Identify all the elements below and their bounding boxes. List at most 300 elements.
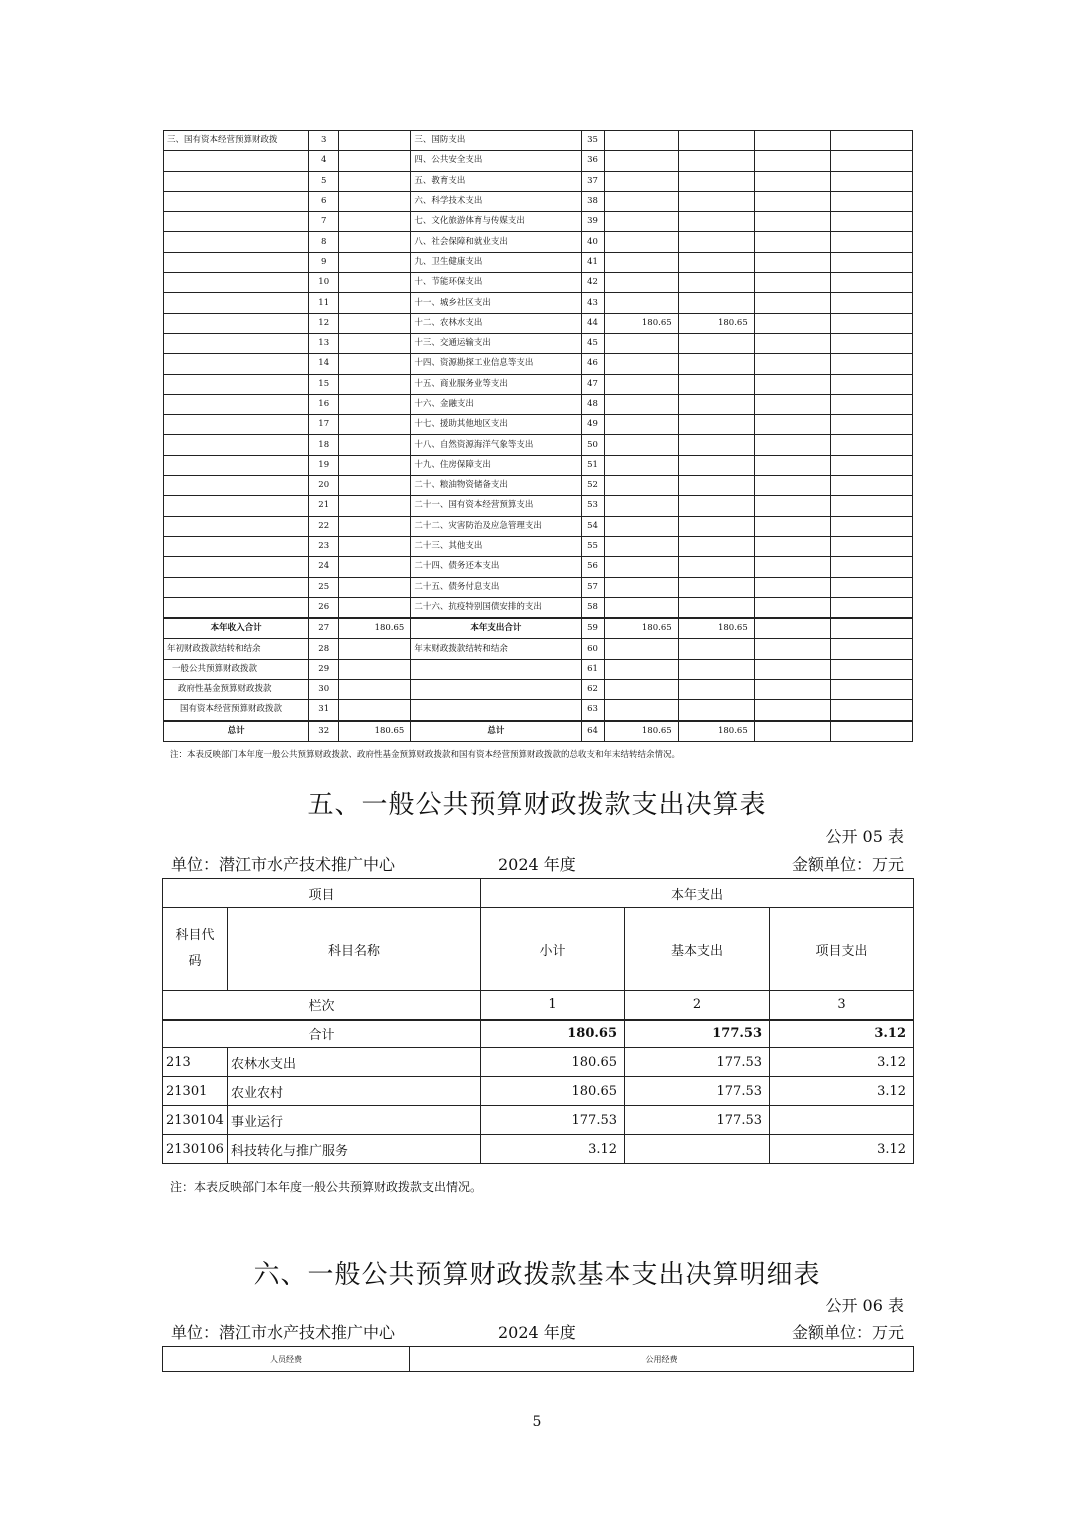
expense-label: 十七、援助其他地区支出 xyxy=(411,415,581,435)
table-row xyxy=(164,171,913,191)
expense-value-total xyxy=(604,639,678,659)
table-row xyxy=(164,577,913,597)
income-value xyxy=(339,557,411,577)
expense-label: 十二、农林水支出 xyxy=(411,313,581,333)
header-subtotal: 小计 xyxy=(481,908,625,991)
expense-line-number: 50 xyxy=(581,435,604,455)
expense-line-number: 52 xyxy=(581,476,604,496)
expense-label: 十三、交通运输支出 xyxy=(411,333,581,353)
expense-value-fund xyxy=(754,496,830,516)
expense-value-total: 180.65 xyxy=(604,313,678,333)
income-value xyxy=(339,597,411,618)
expense-value-fund xyxy=(754,557,830,577)
expense-line-number: 44 xyxy=(581,313,604,333)
expense-line-number: 61 xyxy=(581,659,604,679)
expense-value-total xyxy=(604,252,678,272)
income-label: 年初财政拨款结转和结余 xyxy=(164,639,309,659)
expense-value-state-capital xyxy=(830,273,912,293)
income-line-number: 12 xyxy=(309,313,339,333)
income-line-number: 17 xyxy=(309,415,339,435)
total-row xyxy=(164,618,913,639)
expense-value-fund xyxy=(754,252,830,272)
expense-label: 二十四、债务还本支出 xyxy=(411,557,581,577)
income-label xyxy=(164,212,309,232)
expense-value-general xyxy=(678,455,754,475)
carry-row xyxy=(164,680,913,700)
income-label xyxy=(164,293,309,313)
expense-value-general xyxy=(678,191,754,211)
expense-value-general xyxy=(678,476,754,496)
expense-value-state-capital xyxy=(830,435,912,455)
expense-value-total xyxy=(604,232,678,252)
income-value xyxy=(339,455,411,475)
expense-line-number: 57 xyxy=(581,577,604,597)
income-label xyxy=(164,415,309,435)
expense-value-fund xyxy=(754,374,830,394)
expense-value-total xyxy=(604,476,678,496)
income-label xyxy=(164,597,309,618)
expense-value-state-capital xyxy=(830,597,912,618)
income-label: 国有资本经营预算财政拨款 xyxy=(164,700,309,721)
section5-table-id: 公开 05 表 xyxy=(825,827,904,846)
income-line-number: 23 xyxy=(309,536,339,556)
income-line-number: 14 xyxy=(309,354,339,374)
income-value xyxy=(339,394,411,414)
expense-value-general xyxy=(678,171,754,191)
header-personnel: 人员经费 xyxy=(163,1347,410,1372)
income-value xyxy=(339,577,411,597)
expense-value-fund xyxy=(754,476,830,496)
unit-label: 单位：潜江市水产技术推广中心 xyxy=(171,855,396,874)
expense-value-total xyxy=(604,536,678,556)
expense-value-state-capital xyxy=(830,577,912,597)
income-line-number: 27 xyxy=(309,618,339,639)
table1-note: 注：本表反映部门本年度一般公共预算财政拨款、政府性基金预算财政拨款和国有资本经营预算财政拨款的总收支和年末结转结余情况。 xyxy=(170,750,681,760)
expense-value-general xyxy=(678,700,754,721)
expense-value-fund xyxy=(754,273,830,293)
income-label xyxy=(164,313,309,333)
expense-value-state-capital xyxy=(830,496,912,516)
income-line-number: 3 xyxy=(309,131,339,151)
row-name: 农林水支出 xyxy=(228,1048,481,1077)
expense-value-total xyxy=(604,354,678,374)
expense-label: 年末财政拨款结转和结余 xyxy=(411,639,581,659)
expense-line-number: 53 xyxy=(581,496,604,516)
expense-value-general xyxy=(678,496,754,516)
expense-value-state-capital xyxy=(830,455,912,475)
expense-value-state-capital xyxy=(830,313,912,333)
expense-value-fund xyxy=(754,354,830,374)
total-basic: 177.53 xyxy=(625,1020,770,1048)
expense-value-state-capital xyxy=(830,536,912,556)
income-label xyxy=(164,435,309,455)
expense-value-fund xyxy=(754,639,830,659)
expense-line-number: 37 xyxy=(581,171,604,191)
year-label: 2024 年度 xyxy=(498,855,576,874)
expense-label xyxy=(411,680,581,700)
row-project xyxy=(770,1106,914,1135)
table-row xyxy=(164,131,913,151)
expense-value-state-capital xyxy=(830,212,912,232)
income-line-number: 18 xyxy=(309,435,339,455)
expense-value-state-capital xyxy=(830,516,912,536)
expense-value-total xyxy=(604,577,678,597)
expense-label: 二十五、债务付息支出 xyxy=(411,577,581,597)
income-value xyxy=(339,536,411,556)
income-label xyxy=(164,171,309,191)
header-item: 项目 xyxy=(163,879,481,908)
expense-label: 十五、商业服务业等支出 xyxy=(411,374,581,394)
header-name: 科目名称 xyxy=(228,908,481,991)
expense-label: 二十二、灾害防治及应急管理支出 xyxy=(411,516,581,536)
expense-label: 二十三、其他支出 xyxy=(411,536,581,556)
year-label: 2024 年度 xyxy=(498,1323,576,1342)
expense-line-number: 60 xyxy=(581,639,604,659)
expense-value-state-capital xyxy=(830,700,912,721)
expense-value-total xyxy=(604,212,678,232)
expense-label: 五、教育支出 xyxy=(411,171,581,191)
expense-value-fund xyxy=(754,131,830,151)
expense-label: 四、公共安全支出 xyxy=(411,151,581,171)
expense-value-fund xyxy=(754,191,830,211)
income-label xyxy=(164,191,309,211)
expense-label: 八、社会保障和就业支出 xyxy=(411,232,581,252)
table-row xyxy=(164,333,913,353)
expense-line-number: 47 xyxy=(581,374,604,394)
income-label xyxy=(164,516,309,536)
expense-value-state-capital xyxy=(830,557,912,577)
expense-value-fund xyxy=(754,700,830,721)
expense-value-fund xyxy=(754,333,830,353)
income-label xyxy=(164,333,309,353)
expense-line-number: 46 xyxy=(581,354,604,374)
table-row xyxy=(164,496,913,516)
row-name: 事业运行 xyxy=(228,1106,481,1135)
header-year-expenditure: 本年支出 xyxy=(481,879,914,908)
expense-value-general xyxy=(678,131,754,151)
expense-value-total xyxy=(604,435,678,455)
currency-label: 金额单位：万元 xyxy=(791,855,904,874)
income-value xyxy=(339,252,411,272)
income-value xyxy=(339,415,411,435)
carry-row xyxy=(164,639,913,659)
income-label xyxy=(164,455,309,475)
expense-value-state-capital xyxy=(830,374,912,394)
table-row xyxy=(164,212,913,232)
expense-value-general: 180.65 xyxy=(678,721,754,742)
expense-value-general xyxy=(678,374,754,394)
column-number-3: 3 xyxy=(770,991,914,1020)
expense-value-general xyxy=(678,415,754,435)
expense-value-total xyxy=(604,151,678,171)
income-label xyxy=(164,151,309,171)
income-value xyxy=(339,374,411,394)
expense-value-state-capital xyxy=(830,171,912,191)
header-code: 科目代码 xyxy=(163,908,228,991)
expense-line-number: 43 xyxy=(581,293,604,313)
expense-value-fund xyxy=(754,293,830,313)
column-label: 栏次 xyxy=(163,991,481,1020)
expense-value-fund xyxy=(754,313,830,333)
row-code: 2130104 xyxy=(163,1106,228,1135)
income-label: 三、国有资本经营预算财政拨 xyxy=(164,131,309,151)
expense-label: 十九、住房保障支出 xyxy=(411,455,581,475)
currency-label: 金额单位：万元 xyxy=(791,1323,904,1342)
income-line-number: 16 xyxy=(309,394,339,414)
income-line-number: 25 xyxy=(309,577,339,597)
income-line-number: 5 xyxy=(309,171,339,191)
expense-value-general: 180.65 xyxy=(678,313,754,333)
table-row xyxy=(164,151,913,171)
income-expense-summary-table xyxy=(163,130,913,742)
table-row xyxy=(164,394,913,414)
income-value xyxy=(339,212,411,232)
column-number-1: 1 xyxy=(481,991,625,1020)
row-project: 3.12 xyxy=(770,1048,914,1077)
expense-line-number: 36 xyxy=(581,151,604,171)
expense-value-general xyxy=(678,435,754,455)
income-value xyxy=(339,680,411,700)
income-line-number: 8 xyxy=(309,232,339,252)
expense-value-total xyxy=(604,415,678,435)
expense-label: 二十、粮油物资储备支出 xyxy=(411,476,581,496)
expense-line-number: 48 xyxy=(581,394,604,414)
income-line-number: 10 xyxy=(309,273,339,293)
expense-value-state-capital xyxy=(830,721,912,742)
expense-label: 二十一、国有资本经营预算支出 xyxy=(411,496,581,516)
income-line-number: 32 xyxy=(309,721,339,742)
row-basic: 177.53 xyxy=(625,1106,770,1135)
expense-value-general xyxy=(678,516,754,536)
expense-value-general xyxy=(678,151,754,171)
expense-value-fund xyxy=(754,455,830,475)
expense-value-fund xyxy=(754,415,830,435)
expense-label: 七、文化旅游体育与传媒支出 xyxy=(411,212,581,232)
row-basic xyxy=(625,1135,770,1164)
expense-value-general xyxy=(678,639,754,659)
income-line-number: 13 xyxy=(309,333,339,353)
expense-line-number: 49 xyxy=(581,415,604,435)
expense-value-state-capital xyxy=(830,394,912,414)
row-code: 213 xyxy=(163,1048,228,1077)
table-row xyxy=(163,1048,914,1077)
income-line-number: 26 xyxy=(309,597,339,618)
expense-value-total xyxy=(604,171,678,191)
table-row xyxy=(164,476,913,496)
expense-value-general xyxy=(678,577,754,597)
income-line-number: 24 xyxy=(309,557,339,577)
expense-value-fund xyxy=(754,536,830,556)
expense-value-state-capital xyxy=(830,618,912,639)
income-value xyxy=(339,151,411,171)
carry-row xyxy=(164,700,913,721)
table-row xyxy=(164,252,913,272)
income-label xyxy=(164,496,309,516)
expense-value-state-capital xyxy=(830,131,912,151)
expense-line-number: 45 xyxy=(581,333,604,353)
expense-value-state-capital xyxy=(830,415,912,435)
expense-value-total xyxy=(604,333,678,353)
table-row xyxy=(164,455,913,475)
expense-value-general xyxy=(678,659,754,679)
expense-value-general: 180.65 xyxy=(678,618,754,639)
table-row xyxy=(164,516,913,536)
total-project: 3.12 xyxy=(770,1020,914,1048)
income-label: 总计 xyxy=(164,721,309,742)
expense-value-total xyxy=(604,455,678,475)
income-label xyxy=(164,232,309,252)
expense-label xyxy=(411,659,581,679)
expense-value-total xyxy=(604,700,678,721)
income-line-number: 20 xyxy=(309,476,339,496)
expense-line-number: 40 xyxy=(581,232,604,252)
expense-line-number: 42 xyxy=(581,273,604,293)
expense-line-number: 39 xyxy=(581,212,604,232)
expense-value-general xyxy=(678,333,754,353)
header-public: 公用经费 xyxy=(410,1347,914,1372)
expense-value-state-capital xyxy=(830,293,912,313)
expense-value-fund xyxy=(754,721,830,742)
expense-line-number: 56 xyxy=(581,557,604,577)
income-line-number: 21 xyxy=(309,496,339,516)
income-line-number: 9 xyxy=(309,252,339,272)
income-label xyxy=(164,273,309,293)
total-label: 合计 xyxy=(163,1020,481,1048)
expense-value-general xyxy=(678,536,754,556)
row-subtotal: 180.65 xyxy=(481,1077,625,1106)
expense-label xyxy=(411,700,581,721)
income-value xyxy=(339,232,411,252)
expense-label: 十一、城乡社区支出 xyxy=(411,293,581,313)
expense-value-total xyxy=(604,680,678,700)
grand-total-row xyxy=(164,721,913,742)
expense-value-total: 180.65 xyxy=(604,721,678,742)
expense-value-state-capital xyxy=(830,252,912,272)
income-value: 180.65 xyxy=(339,721,411,742)
expense-value-general xyxy=(678,597,754,618)
expense-value-fund xyxy=(754,394,830,414)
expense-value-general xyxy=(678,293,754,313)
expense-value-total xyxy=(604,293,678,313)
expense-value-general xyxy=(678,252,754,272)
income-label: 本年收入合计 xyxy=(164,618,309,639)
expense-value-fund xyxy=(754,597,830,618)
income-label xyxy=(164,557,309,577)
table-row xyxy=(163,1106,914,1135)
expense-value-total xyxy=(604,131,678,151)
income-line-number: 11 xyxy=(309,293,339,313)
expense-line-number: 41 xyxy=(581,252,604,272)
income-value xyxy=(339,333,411,353)
income-value xyxy=(339,435,411,455)
expense-label: 十八、自然资源海洋气象等支出 xyxy=(411,435,581,455)
table-row xyxy=(164,191,913,211)
total-row xyxy=(163,1020,914,1048)
expense-value-state-capital xyxy=(830,639,912,659)
income-value xyxy=(339,191,411,211)
expense-value-fund xyxy=(754,435,830,455)
carry-row xyxy=(164,659,913,679)
expense-value-general xyxy=(678,212,754,232)
section6-title: 六、一般公共预算财政拨款基本支出决算明细表 xyxy=(253,1260,821,1290)
income-line-number: 7 xyxy=(309,212,339,232)
expense-value-fund xyxy=(754,659,830,679)
expense-value-state-capital xyxy=(830,333,912,353)
income-line-number: 15 xyxy=(309,374,339,394)
table-row xyxy=(164,293,913,313)
expense-value-total xyxy=(604,597,678,618)
total-subtotal: 180.65 xyxy=(481,1020,625,1048)
table-row xyxy=(164,597,913,618)
income-line-number: 22 xyxy=(309,516,339,536)
table-row xyxy=(164,435,913,455)
section6-table-id: 公开 06 表 xyxy=(825,1296,904,1315)
income-value xyxy=(339,516,411,536)
table-row xyxy=(163,1077,914,1106)
income-label xyxy=(164,476,309,496)
expense-label: 二十六、抗疫特别国债安排的支出 xyxy=(411,597,581,618)
expense-label: 总计 xyxy=(411,721,581,742)
income-label: 一般公共预算财政拨款 xyxy=(164,659,309,679)
table-row xyxy=(164,557,913,577)
expense-value-total: 180.65 xyxy=(604,618,678,639)
income-value xyxy=(339,293,411,313)
expense-label: 本年支出合计 xyxy=(411,618,581,639)
income-value xyxy=(339,659,411,679)
table-row xyxy=(164,374,913,394)
income-label: 政府性基金预算财政拨款 xyxy=(164,680,309,700)
expense-line-number: 59 xyxy=(581,618,604,639)
expense-value-state-capital xyxy=(830,191,912,211)
income-value xyxy=(339,700,411,721)
expense-line-number: 64 xyxy=(581,721,604,742)
expense-line-number: 55 xyxy=(581,536,604,556)
row-name: 科技转化与推广服务 xyxy=(228,1135,481,1164)
income-label xyxy=(164,374,309,394)
income-line-number: 30 xyxy=(309,680,339,700)
income-line-number: 28 xyxy=(309,639,339,659)
expense-value-fund xyxy=(754,232,830,252)
income-value xyxy=(339,131,411,151)
expense-value-total xyxy=(604,496,678,516)
expense-line-number: 38 xyxy=(581,191,604,211)
header-basic: 基本支出 xyxy=(625,908,770,991)
expense-value-fund xyxy=(754,680,830,700)
expense-value-fund xyxy=(754,618,830,639)
expense-value-state-capital xyxy=(830,680,912,700)
expense-line-number: 63 xyxy=(581,700,604,721)
income-value xyxy=(339,639,411,659)
expense-value-state-capital xyxy=(830,151,912,171)
income-value xyxy=(339,354,411,374)
expense-value-total xyxy=(604,394,678,414)
expense-value-fund xyxy=(754,516,830,536)
page-number: 5 xyxy=(532,1414,542,1430)
table-row xyxy=(164,536,913,556)
income-value xyxy=(339,476,411,496)
expense-value-total xyxy=(604,374,678,394)
expense-label: 十、节能环保支出 xyxy=(411,273,581,293)
income-label xyxy=(164,394,309,414)
expense-line-number: 54 xyxy=(581,516,604,536)
expense-label: 十六、金融支出 xyxy=(411,394,581,414)
column-number-2: 2 xyxy=(625,991,770,1020)
income-value xyxy=(339,171,411,191)
expense-value-fund xyxy=(754,577,830,597)
income-line-number: 6 xyxy=(309,191,339,211)
row-code: 2130106 xyxy=(163,1135,228,1164)
table-row xyxy=(164,313,913,333)
